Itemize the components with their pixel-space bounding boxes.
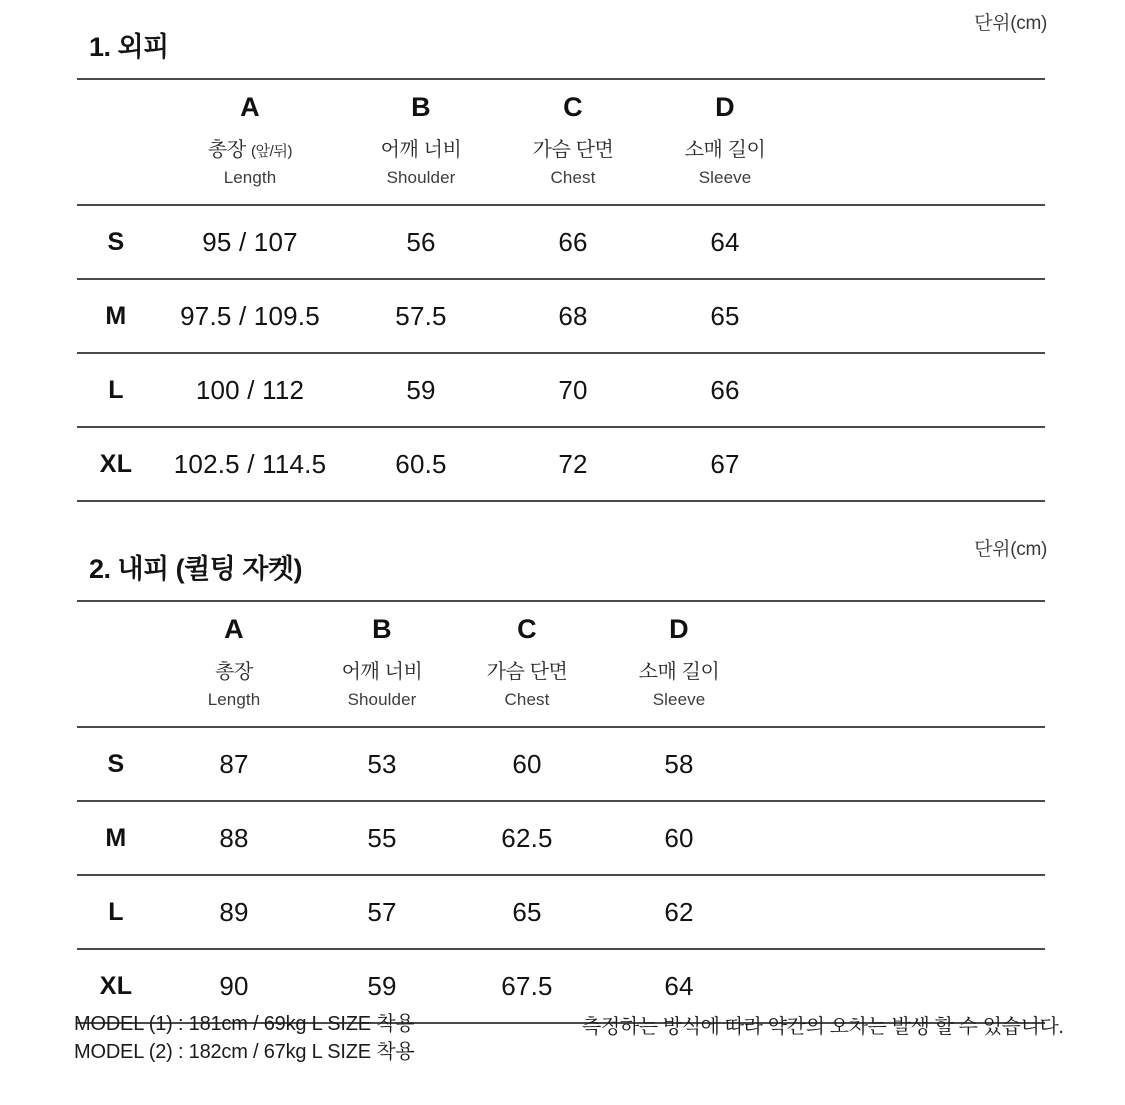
header-english: Chest — [504, 690, 550, 709]
section-inner-shell — [0, 522, 1125, 1024]
header-korean: 가슴 단면 — [486, 661, 568, 683]
cell-shoulder: 53 — [367, 748, 397, 779]
header-letter: A — [224, 614, 244, 644]
header-spacer — [755, 601, 1045, 727]
table-row — [77, 875, 1045, 949]
model-info-line-1: MODEL (1) : 181cm / 69kg L SIZE 착용 — [74, 1013, 415, 1035]
row-spacer — [801, 205, 1045, 279]
cell-length: 89 — [219, 896, 249, 927]
cell-shoulder: 57.5 — [395, 300, 447, 331]
header-col-b — [313, 601, 451, 727]
table-header-row — [77, 79, 1045, 205]
row-spacer — [755, 875, 1045, 949]
row-size-label: S — [107, 749, 125, 778]
header-letter: B — [411, 92, 431, 122]
header-english: Length — [207, 690, 261, 709]
row-spacer — [755, 727, 1045, 801]
row-size-label: S — [107, 227, 125, 256]
measurement-disclaimer: 측정하는 방식에 따라 약간의 오차는 발생 할 수 있습니다. — [582, 1016, 1064, 1038]
section-header — [0, 522, 1125, 600]
table-header-row — [77, 601, 1045, 727]
header-col-a — [155, 601, 313, 727]
cell-shoulder: 55 — [367, 822, 397, 853]
cell-length: 88 — [219, 822, 249, 853]
header-letter: D — [715, 92, 735, 122]
table-row — [77, 279, 1045, 353]
header-col-c — [451, 601, 603, 727]
size-table-outer-wrap — [77, 78, 1045, 502]
header-english: Chest — [550, 168, 596, 187]
cell-chest: 70 — [558, 374, 588, 405]
cell-shoulder: 60.5 — [395, 448, 447, 479]
table-head — [77, 601, 1045, 727]
header-letter: C — [563, 92, 583, 122]
header-korean: 어깨 너비 — [341, 661, 423, 683]
header-col-d — [649, 79, 801, 205]
header-letter: D — [669, 614, 689, 644]
section-title-inner: 2. 내피 (퀼팅 자켓) — [89, 554, 302, 584]
cell-chest: 62.5 — [501, 822, 553, 853]
table-body — [77, 727, 1045, 1024]
size-table-inner — [77, 600, 1045, 1024]
header-korean: 어깨 너비 — [380, 139, 462, 161]
model-info — [74, 1010, 414, 1067]
header-spacer — [801, 79, 1045, 205]
model-info-line-2: MODEL (2) : 182cm / 67kg L SIZE 착용 — [74, 1041, 415, 1064]
cell-length: 90 — [219, 970, 249, 1001]
unit-label-outer: 단위(cm) — [974, 13, 1047, 34]
cell-chest: 72 — [558, 448, 588, 479]
header-col-d — [603, 601, 755, 727]
cell-shoulder: 56 — [406, 226, 436, 257]
cell-length: 97.5 / 109.5 — [180, 300, 320, 331]
table-head — [77, 79, 1045, 205]
table-row — [77, 353, 1045, 427]
cell-length: 95 / 107 — [202, 226, 298, 257]
header-english: Length — [223, 168, 277, 187]
header-col-a — [155, 79, 345, 205]
size-table-inner-wrap — [77, 600, 1045, 1024]
header-size-col — [77, 79, 155, 205]
table-row — [77, 427, 1045, 501]
row-size-label: L — [108, 897, 124, 926]
table-row — [77, 801, 1045, 875]
row-size-label: XL — [99, 971, 133, 1000]
size-table-outer — [77, 78, 1045, 502]
header-letter: B — [372, 614, 392, 644]
row-size-label: XL — [99, 449, 133, 478]
cell-chest: 68 — [558, 300, 588, 331]
header-col-c — [497, 79, 649, 205]
cell-length: 102.5 / 114.5 — [173, 448, 327, 479]
header-korean: 총장 (앞/뒤) — [207, 139, 293, 161]
cell-chest: 65 — [512, 896, 542, 927]
footer — [0, 1002, 1125, 1102]
section-outer-shell — [0, 0, 1125, 502]
row-size-label: M — [105, 823, 127, 852]
header-english: Sleeve — [652, 690, 706, 709]
row-spacer — [801, 279, 1045, 353]
row-size-label: M — [105, 301, 127, 330]
table-bottom-rule — [77, 501, 1045, 502]
section-title-outer: 1. 외피 — [89, 32, 169, 62]
header-letter: A — [240, 92, 260, 122]
cell-length: 87 — [219, 748, 249, 779]
cell-sleeve: 58 — [664, 748, 694, 779]
header-english: Shoulder — [347, 690, 417, 709]
header-korean: 총장 — [215, 661, 253, 683]
header-letter: C — [517, 614, 537, 644]
header-korean: 소매 길이 — [684, 139, 766, 161]
header-size-col — [77, 601, 155, 727]
cell-sleeve: 62 — [664, 896, 694, 927]
table-body — [77, 205, 1045, 502]
cell-length: 100 / 112 — [195, 374, 305, 405]
cell-sleeve: 67 — [710, 448, 740, 479]
cell-sleeve: 64 — [710, 226, 740, 257]
cell-shoulder: 57 — [367, 896, 397, 927]
unit-label-inner: 단위(cm) — [974, 539, 1047, 560]
header-english: Sleeve — [698, 168, 752, 187]
cell-chest: 66 — [558, 226, 588, 257]
row-spacer — [801, 427, 1045, 501]
cell-chest: 60 — [512, 748, 542, 779]
cell-shoulder: 59 — [406, 374, 436, 405]
header-english: Shoulder — [386, 168, 456, 187]
table-bottom-rule-row — [77, 501, 1045, 502]
cell-sleeve: 66 — [710, 374, 740, 405]
header-korean-sub: (앞/뒤) — [250, 143, 293, 160]
row-spacer — [801, 353, 1045, 427]
cell-sleeve: 64 — [664, 970, 694, 1001]
header-korean: 소매 길이 — [638, 661, 720, 683]
header-col-b — [345, 79, 497, 205]
cell-chest: 67.5 — [501, 970, 553, 1001]
cell-sleeve: 65 — [710, 300, 740, 331]
row-spacer — [755, 801, 1045, 875]
table-row — [77, 205, 1045, 279]
row-size-label: L — [108, 375, 124, 404]
cell-sleeve: 60 — [664, 822, 694, 853]
table-row — [77, 727, 1045, 801]
header-korean: 가슴 단면 — [532, 139, 614, 161]
cell-shoulder: 59 — [367, 970, 397, 1001]
section-header — [0, 0, 1125, 78]
